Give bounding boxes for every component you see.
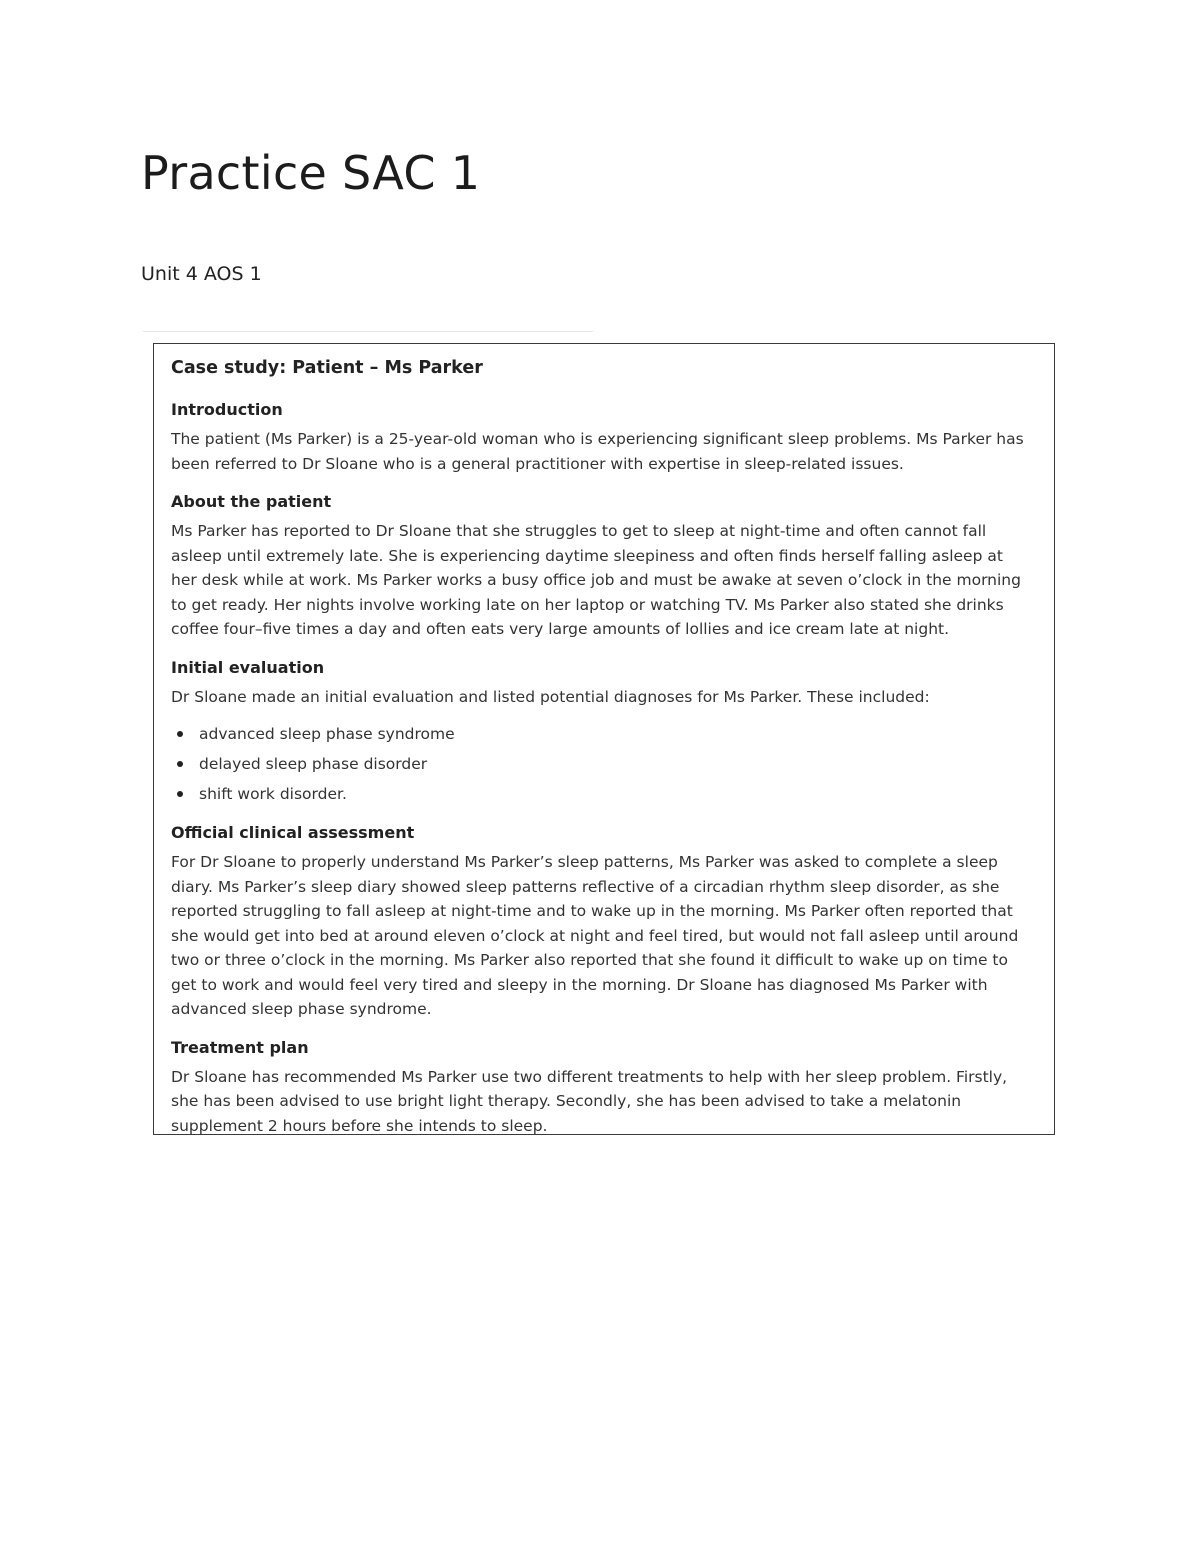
section-clinical-assessment bbox=[171, 823, 1032, 1022]
case-study-title: Case study: Patient – Ms Parker bbox=[171, 358, 483, 378]
section-heading: Treatment plan bbox=[171, 1037, 309, 1057]
bullet-icon bbox=[177, 791, 183, 797]
section-heading: About the patient bbox=[171, 492, 332, 511]
section-heading: Introduction bbox=[171, 400, 283, 419]
list-item-text: delayed sleep phase disorder bbox=[199, 755, 428, 773]
section-heading: Initial evaluation bbox=[171, 657, 325, 677]
section-treatment-plan bbox=[171, 1038, 1032, 1139]
list-item bbox=[171, 719, 1032, 749]
list-item bbox=[171, 749, 1032, 779]
list-item bbox=[171, 779, 1032, 809]
section-body: Dr Sloane made an initial evaluation and listed potential diagnoses for Ms Parker. These included: bbox=[171, 687, 930, 706]
page-subtitle: Unit 4 AOS 1 bbox=[141, 263, 262, 285]
diagnosis-list bbox=[171, 719, 1032, 809]
section-about-patient bbox=[171, 492, 1032, 642]
section-initial-evaluation bbox=[171, 658, 1032, 810]
bullet-icon bbox=[177, 731, 183, 737]
list-item-text: shift work disorder. bbox=[199, 785, 347, 803]
section-introduction bbox=[171, 400, 1032, 476]
list-item-text: advanced sleep phase syndrome bbox=[199, 725, 455, 743]
section-body: Dr Sloane has recommended Ms Parker use two different treatments to help with her sleep problem. Firstly, she has been advised to use bright light therapy. Secondly, she has been advised to take a melatonin supplement 2 hours before she intends to sleep. bbox=[171, 1067, 1008, 1135]
bullet-icon bbox=[177, 761, 183, 767]
divider bbox=[143, 331, 593, 332]
section-body: For Dr Sloane to properly understand Ms Parker’s sleep patterns, Ms Parker was asked to complete a sleep diary. Ms Parker’s sleep diary showed sleep patterns reflective of a circadian rhythm sleep disorder, as she reported struggling to fall asleep at night-time and to wake up in the morning. Ms Parker often reported that she would get into bed at around eleven o’clock at night and feel tired, but would not fall asleep until around two or three o’clock in the morning. Ms Parker also reported that she found it difficult to wake up on time to get to work and would feel very tired and sleepy in the morning. Dr Sloane has diagnosed Ms Parker with advanced sleep phase syndrome. bbox=[171, 853, 1019, 1018]
section-body: Ms Parker has reported to Dr Sloane that she struggles to get to sleep at night-time and often cannot fall asleep until extremely late. She is experiencing daytime sleepiness and often finds herself falling asleep at her desk while at work. Ms Parker works a busy office job and must be awake at seven o’clock in the morning to get ready. Her nights involve working late on her laptop or watching TV. Ms Parker also stated she drinks coffee four–five times a day and often eats very large amounts of lollies and ice cream late at night. bbox=[171, 522, 1021, 638]
section-body: The patient (Ms Parker) is a 25-year-old woman who is experiencing significant sleep problems. Ms Parker has been referred to Dr Sloane who is a general practitioner with expertise in sleep-related issues. bbox=[171, 430, 1024, 473]
page-title: Practice SAC 1 bbox=[141, 146, 481, 200]
case-study-box bbox=[153, 343, 1055, 1135]
section-heading: Official clinical assessment bbox=[171, 823, 415, 842]
